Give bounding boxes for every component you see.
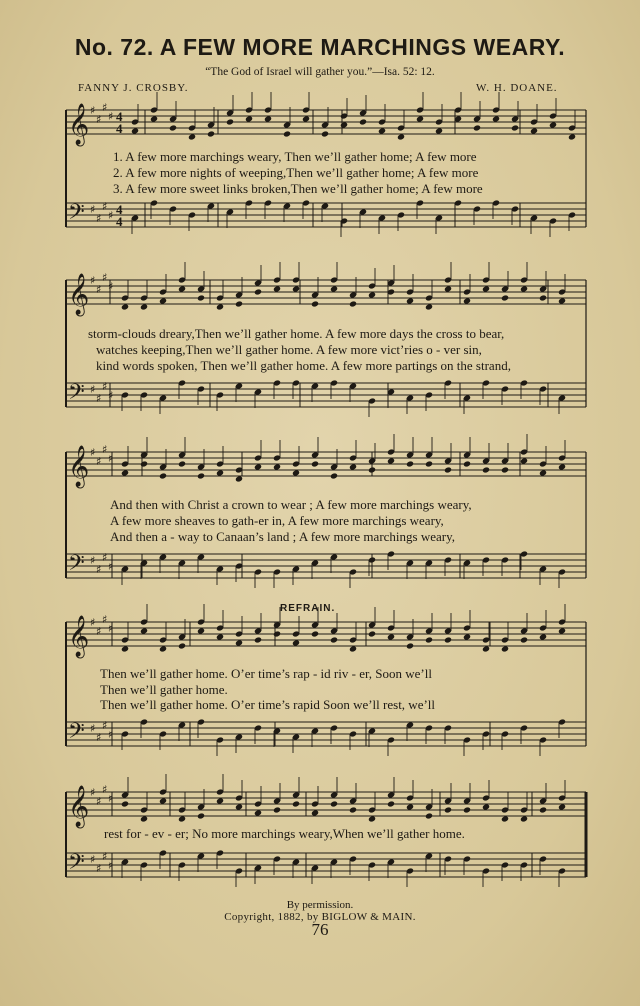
notehead	[511, 124, 519, 131]
notehead	[140, 303, 148, 310]
notehead	[330, 472, 338, 479]
sharp-accidental-icon: ♯	[90, 786, 96, 799]
time-signature-digit: 4	[116, 202, 123, 217]
sharp-accidental-icon: ♯	[102, 443, 108, 456]
notehead	[349, 806, 357, 813]
sharp-accidental-icon: ♯	[102, 271, 108, 284]
sharp-accidental-icon: ♯	[96, 455, 102, 468]
sharp-accidental-icon: ♯	[108, 728, 114, 741]
notehead	[254, 288, 262, 295]
lyric-line: rest for - ev - er; No more marchings weary,When we’ll gather home.	[104, 826, 465, 841]
notehead	[292, 639, 300, 646]
notehead	[387, 457, 395, 464]
sharp-accidental-icon: ♯	[102, 551, 108, 564]
treble-clef-icon: 𝄞	[68, 616, 90, 657]
notehead	[197, 627, 205, 634]
notehead	[283, 130, 291, 137]
notehead	[216, 469, 224, 476]
notehead	[539, 806, 547, 813]
notehead	[188, 133, 196, 140]
notehead	[492, 115, 500, 122]
notehead	[254, 809, 262, 816]
sharp-accidental-icon: ♯	[102, 783, 108, 796]
sharp-accidental-icon: ♯	[96, 795, 102, 808]
notehead	[311, 300, 319, 307]
notehead	[235, 639, 243, 646]
notehead	[501, 294, 509, 301]
notehead	[520, 636, 528, 643]
notehead	[482, 645, 490, 652]
notehead	[235, 475, 243, 482]
notehead	[368, 815, 376, 822]
sharp-accidental-icon: ♯	[90, 616, 96, 629]
sharp-accidental-icon: ♯	[108, 110, 114, 123]
time-signature-digit: 4	[116, 121, 123, 136]
sharp-accidental-icon: ♯	[90, 274, 96, 287]
sharp-accidental-icon: ♯	[108, 859, 114, 872]
lyric-line: And then with Christ a crown to wear ; A few more marchings weary,	[110, 497, 472, 512]
notehead	[558, 463, 566, 470]
sharp-accidental-icon: ♯	[108, 560, 114, 573]
notehead	[197, 472, 205, 479]
notehead	[121, 303, 129, 310]
time-signature-digit: 4	[116, 109, 123, 124]
sharp-accidental-icon: ♯	[90, 853, 96, 866]
notehead	[207, 130, 215, 137]
sharp-accidental-icon: ♯	[108, 792, 114, 805]
composer-credit: W. H. DOANE.	[476, 82, 558, 94]
lyric-line: And then a - way to Canaan’s land ; A few more marchings weary,	[110, 529, 456, 544]
notehead	[216, 633, 224, 640]
notehead	[406, 803, 414, 810]
notehead	[169, 124, 177, 131]
sharp-accidental-icon: ♯	[90, 383, 96, 396]
lyric-line: 1. A few more marchings weary, Then we’ll gather home; A few more	[113, 149, 477, 164]
sharp-accidental-icon: ♯	[108, 209, 114, 222]
notehead	[254, 463, 262, 470]
notehead	[406, 460, 414, 467]
notehead	[558, 627, 566, 634]
notehead	[349, 300, 357, 307]
lyric-line: Then we’ll gather home.	[100, 682, 228, 697]
notehead	[178, 642, 186, 649]
notehead	[140, 460, 148, 467]
treble-clef-icon: 𝄞	[68, 274, 90, 315]
sharp-accidental-icon: ♯	[90, 446, 96, 459]
notehead	[425, 636, 433, 643]
notehead	[140, 627, 148, 634]
notehead	[520, 285, 528, 292]
notehead	[311, 630, 319, 637]
notehead	[330, 285, 338, 292]
notehead	[520, 457, 528, 464]
notehead	[482, 285, 490, 292]
notehead	[321, 130, 329, 137]
notehead	[558, 297, 566, 304]
notehead	[273, 463, 281, 470]
notehead	[159, 297, 167, 304]
lyric-line: Then we’ll gather home. O’er time’s rapid Soon we’ll rest, we’ll	[100, 697, 436, 712]
permission-note: By permission.	[286, 899, 354, 911]
refrain-label: REFRAIN.	[280, 603, 336, 614]
notehead	[216, 303, 224, 310]
bass-clef-icon: 𝄢	[68, 719, 85, 749]
notehead	[197, 812, 205, 819]
notehead	[292, 285, 300, 292]
notehead	[425, 460, 433, 467]
notehead	[406, 297, 414, 304]
notehead	[349, 463, 357, 470]
notehead	[539, 294, 547, 301]
notehead	[235, 300, 243, 307]
notehead	[311, 460, 319, 467]
sharp-accidental-icon: ♯	[102, 380, 108, 393]
notehead	[444, 636, 452, 643]
notehead	[311, 809, 319, 816]
notehead	[463, 460, 471, 467]
sharp-accidental-icon: ♯	[96, 625, 102, 638]
treble-clef-icon: 𝄞	[68, 104, 90, 145]
notehead	[387, 633, 395, 640]
sharp-accidental-icon: ♯	[108, 452, 114, 465]
notehead	[463, 633, 471, 640]
notehead	[330, 636, 338, 643]
notehead	[520, 815, 528, 822]
sharp-accidental-icon: ♯	[102, 719, 108, 732]
sharp-accidental-icon: ♯	[96, 563, 102, 576]
page-number: 76	[311, 920, 329, 939]
lyric-line: kind words spoken, Then we’ll gather home. A few more partings on the strand,	[96, 358, 511, 373]
time-signature-digit: 4	[116, 214, 123, 229]
notehead	[121, 469, 129, 476]
notehead	[264, 115, 272, 122]
notehead	[397, 133, 405, 140]
lyric-line: Then we’ll gather home. O’er time’s rap - id riv - er, Soon we’ll	[100, 666, 432, 681]
sharp-accidental-icon: ♯	[96, 862, 102, 875]
notehead	[406, 642, 414, 649]
sharp-accidental-icon: ♯	[90, 722, 96, 735]
notehead	[140, 815, 148, 822]
notehead	[330, 800, 338, 807]
lyric-line: 3. A few more sweet links broken,Then we’ll gather home; A few more	[113, 181, 483, 196]
notehead	[473, 124, 481, 131]
sharp-accidental-icon: ♯	[90, 554, 96, 567]
bass-clef-icon: 𝄢	[68, 200, 85, 230]
notehead	[302, 115, 310, 122]
notehead	[549, 121, 557, 128]
notehead	[444, 466, 452, 473]
sharp-accidental-icon: ♯	[108, 280, 114, 293]
bass-clef-icon: 𝄢	[68, 850, 85, 880]
sharp-accidental-icon: ♯	[102, 850, 108, 863]
notehead	[292, 800, 300, 807]
notehead	[378, 127, 386, 134]
notehead	[245, 115, 253, 122]
notehead	[368, 291, 376, 298]
hymn-title: No. 72. A FEW MORE MARCHINGS WEARY.	[74, 34, 566, 60]
sharp-accidental-icon: ♯	[102, 613, 108, 626]
notehead	[359, 118, 367, 125]
sharp-accidental-icon: ♯	[96, 392, 102, 405]
notehead	[425, 303, 433, 310]
notehead	[226, 118, 234, 125]
notehead	[197, 294, 205, 301]
notehead	[273, 285, 281, 292]
sharp-accidental-icon: ♯	[90, 104, 96, 117]
notehead	[435, 127, 443, 134]
treble-clef-icon: 𝄞	[68, 786, 90, 827]
bass-clef-icon: 𝄢	[68, 380, 85, 410]
notehead	[340, 121, 348, 128]
notehead	[539, 633, 547, 640]
notehead	[416, 115, 424, 122]
notehead	[216, 797, 224, 804]
notehead	[178, 285, 186, 292]
sharp-accidental-icon: ♯	[96, 212, 102, 225]
notehead	[349, 645, 357, 652]
notehead	[273, 806, 281, 813]
notehead	[558, 803, 566, 810]
notehead	[501, 466, 509, 473]
notehead	[463, 297, 471, 304]
sharp-accidental-icon: ♯	[96, 283, 102, 296]
notehead	[425, 812, 433, 819]
notehead	[444, 806, 452, 813]
notehead	[530, 127, 538, 134]
sharp-accidental-icon: ♯	[96, 731, 102, 744]
sharp-accidental-icon: ♯	[108, 622, 114, 635]
notehead	[463, 806, 471, 813]
copyright-note: Copyright, 1882, by BIGLOW & MAIN.	[224, 911, 416, 923]
lyric-line: A few more sheaves to gath-er in, A few more marchings weary,	[110, 513, 444, 528]
lyric-line: storm-clouds dreary,Then we’ll gather home. A few more days the cross to bear,	[88, 326, 505, 341]
notehead	[254, 636, 262, 643]
notehead	[235, 803, 243, 810]
notehead	[150, 115, 158, 122]
notehead	[539, 469, 547, 476]
scripture-epigraph: “The God of Israel will gather you.”—Isa. 52: 12.	[205, 66, 435, 78]
notehead	[387, 800, 395, 807]
notehead	[121, 645, 129, 652]
notehead	[159, 645, 167, 652]
notehead	[292, 469, 300, 476]
notehead	[501, 815, 509, 822]
bass-clef-icon: 𝄢	[68, 551, 85, 581]
notehead	[482, 466, 490, 473]
notehead	[568, 133, 576, 140]
sharp-accidental-icon: ♯	[102, 200, 108, 213]
notehead	[159, 472, 167, 479]
notehead	[178, 460, 186, 467]
author-credit: FANNY J. CROSBY.	[78, 82, 189, 94]
notehead	[482, 803, 490, 810]
notehead	[273, 630, 281, 637]
sharp-accidental-icon: ♯	[108, 389, 114, 402]
lyric-line: 2. A few more nights of weeping,Then we’ll gather home; A few more	[113, 165, 479, 180]
notehead	[444, 285, 452, 292]
notehead	[121, 800, 129, 807]
notehead	[131, 127, 139, 134]
notehead	[368, 630, 376, 637]
lyric-line: watches keeping,Then we’ll gather home. A few more vict’ries o - ver sin,	[96, 342, 482, 357]
sharp-accidental-icon: ♯	[102, 101, 108, 114]
notehead	[159, 797, 167, 804]
notehead	[368, 466, 376, 473]
sharp-accidental-icon: ♯	[96, 113, 102, 126]
notehead	[178, 815, 186, 822]
sharp-accidental-icon: ♯	[90, 203, 96, 216]
treble-clef-icon: 𝄞	[68, 446, 90, 487]
notehead	[501, 645, 509, 652]
